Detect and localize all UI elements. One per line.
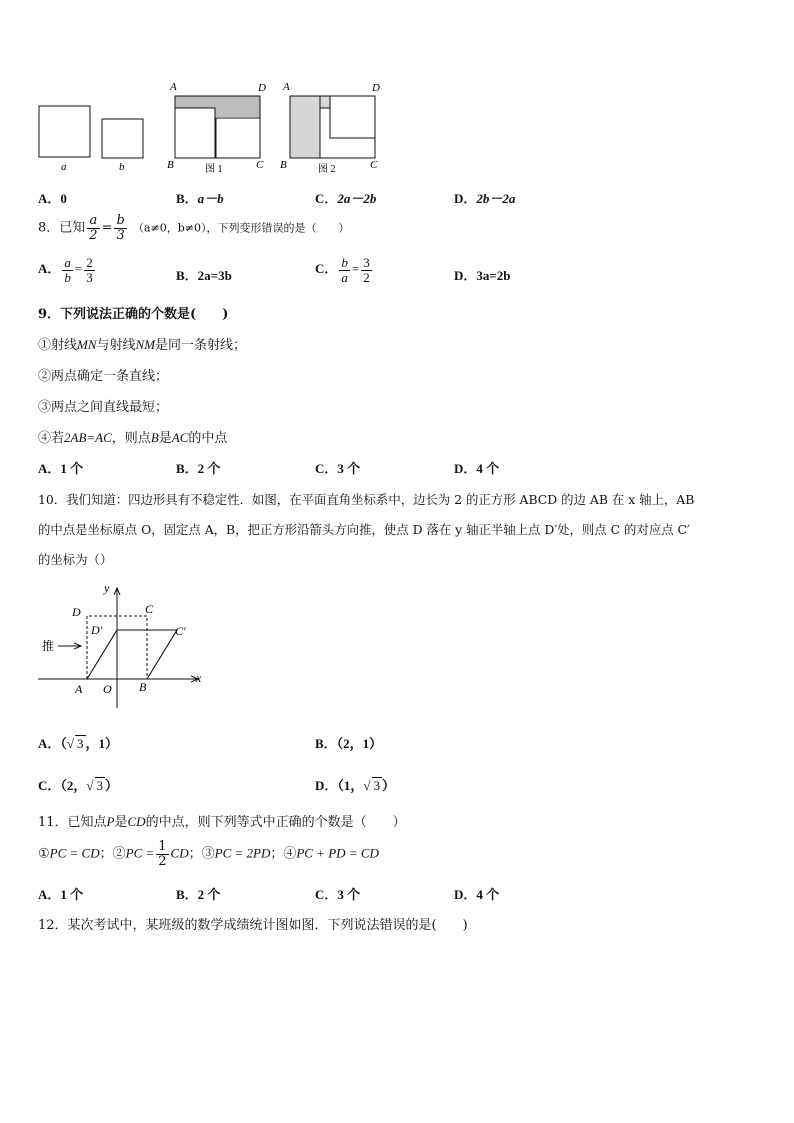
q11-equations: ①PC = CD；②PC = $\frac{1}{2}$ CD；③PC = 2PD；④PC + PD = CD bbox=[38, 839, 379, 869]
q10-option-d: D．（1，√ 3 ） bbox=[315, 778, 396, 793]
square-a bbox=[39, 106, 90, 157]
svg-text:推: 推 bbox=[42, 639, 55, 653]
q10-stem-line3: 的坐标为（） bbox=[38, 552, 113, 567]
q8-stem: 8．已知 $\frac{a}{2}$ = $\frac{b}{3}$ （a≠0，b≠0），下列变形错误的是（ ） bbox=[38, 213, 350, 243]
svg-text:D: D bbox=[372, 82, 380, 94]
svg-text:D: D bbox=[258, 82, 266, 94]
svg-text:B: B bbox=[167, 159, 174, 171]
svg-text:A: A bbox=[170, 81, 177, 93]
svg-text:A: A bbox=[75, 682, 83, 696]
q8-option-a: A． $\frac{a}{b}$ = $\frac{2}{3}$ bbox=[38, 255, 93, 285]
square-b bbox=[102, 119, 143, 158]
fig2-diagram bbox=[280, 81, 380, 175]
fig1-diagram bbox=[167, 81, 266, 175]
svg-text:C′: C′ bbox=[175, 624, 186, 638]
svg-text:C: C bbox=[370, 159, 378, 171]
q7-option-c: C．2a－2b bbox=[315, 191, 377, 206]
q8-option-c: C． $\frac{b}{a}$ = $\frac{3}{2}$ bbox=[315, 255, 370, 285]
q9-statement-3: ③两点之间直线最短； bbox=[38, 400, 169, 415]
svg-text:图 1: 图 1 bbox=[205, 164, 223, 175]
pushed-parallelogram bbox=[87, 630, 177, 679]
q10-stem-line1: 10．我们知道：四边形具有不稳定性．如图，在平面直角坐标系中，边长为 2 的正方形 ABCD 的边 AB 在 x 轴上，AB bbox=[38, 492, 695, 507]
q7-option-b: B．a－b bbox=[176, 191, 224, 206]
q12-stem: 12．某次考试中，某班级的数学成绩统计图如图．下列说法错误的是( ) bbox=[38, 918, 468, 933]
svg-text:D′: D′ bbox=[91, 623, 103, 637]
q9-statement-2: ②两点确定一条直线； bbox=[38, 369, 169, 384]
q7-option-a: A．0 bbox=[38, 191, 67, 206]
q11-option-b: B．2 个 bbox=[176, 887, 221, 902]
q7-figure bbox=[30, 78, 390, 178]
q9-option-b: B．2 个 bbox=[176, 461, 221, 476]
svg-text:A: A bbox=[283, 81, 290, 93]
svg-text:D: D bbox=[72, 605, 81, 619]
svg-text:C: C bbox=[145, 602, 154, 616]
q11-stem: 11．已知点P是CD的中点，则下列等式中正确的个数是（ ） bbox=[38, 814, 406, 830]
label-b: b bbox=[119, 161, 125, 173]
q9-statement-1: ①射线MN与射线NM是同一条射线； bbox=[38, 337, 247, 353]
q9-option-d: D．4 个 bbox=[454, 461, 500, 476]
svg-text:x: x bbox=[196, 671, 202, 685]
q8-option-d: D．3a=2b bbox=[454, 268, 511, 283]
svg-text:B: B bbox=[280, 159, 287, 171]
svg-text:图 2: 图 2 bbox=[318, 164, 336, 175]
svg-text:B: B bbox=[139, 680, 147, 694]
q9-option-a: A．1 个 bbox=[38, 461, 84, 476]
q11-option-d: D．4 个 bbox=[454, 887, 500, 902]
q8-option-b: B．2a=3b bbox=[176, 268, 232, 283]
q9-statement-4: ④若2AB=AC，则点B是AC的中点 bbox=[38, 430, 228, 446]
q10-option-a: A．（√ 3 ，1） bbox=[38, 736, 119, 751]
q10-stem-line2: 的中点是坐标原点 O，固定点 A，B，把正方形沿箭头方向推，使点 D 落在 y 轴正半轴上点 D′处，则点 C 的对应点 C′ bbox=[38, 522, 690, 537]
q9-option-c: C．3 个 bbox=[315, 461, 361, 476]
q10-option-c: C．（2，√ 3 ） bbox=[38, 778, 119, 793]
q7-option-d: D．2b－2a bbox=[454, 191, 516, 206]
svg-text:C: C bbox=[256, 159, 264, 171]
q11-option-c: C．3 个 bbox=[315, 887, 361, 902]
q10-option-b: B．（2，1） bbox=[315, 736, 383, 751]
svg-text:y: y bbox=[104, 581, 110, 595]
q11-option-a: A．1 个 bbox=[38, 887, 84, 902]
svg-text:O: O bbox=[103, 682, 112, 696]
q10-figure bbox=[36, 578, 216, 713]
q9-stem: 9．下列说法正确的个数是( ) bbox=[38, 307, 229, 322]
label-a: a bbox=[61, 161, 67, 173]
